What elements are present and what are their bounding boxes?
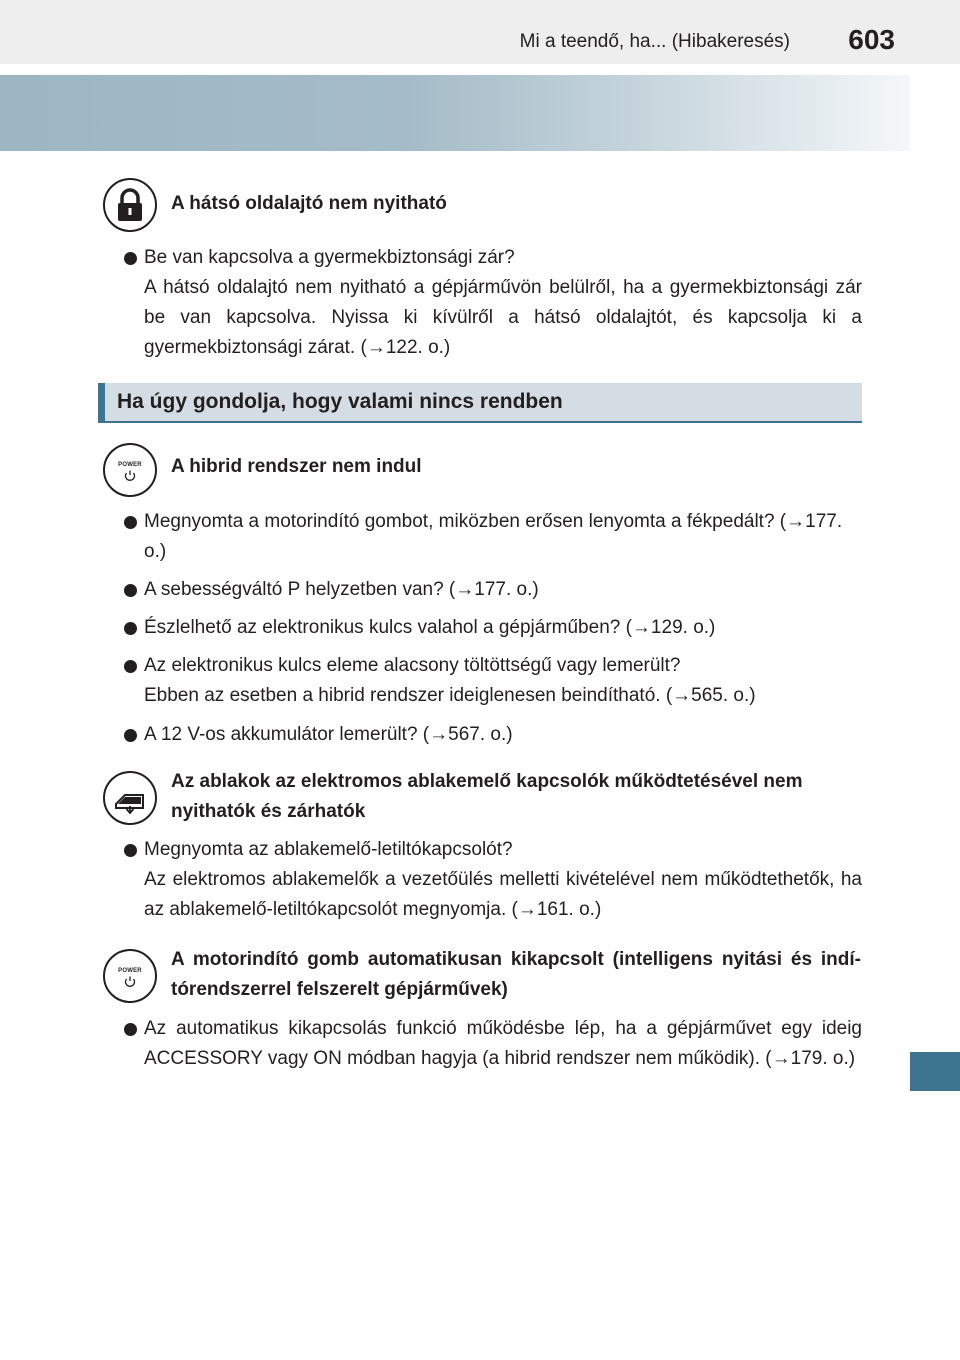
windows-heading: Az ablakok az elektromos ablakemelő kapcsolók működtetésével nem nyithatók és zárhatók	[171, 771, 803, 822]
page-header	[0, 0, 960, 64]
list-item	[124, 613, 862, 643]
bullet-question: A 12 V-os akkumulátor lemerült? (→567. o.)	[144, 724, 513, 745]
engine-switch-heading: A motorindító gomb automatikusan kikapcsolt (intelligens nyitási és indítórendszerrel felszerelt gépjárművek)	[171, 949, 861, 1000]
list-item	[124, 507, 862, 567]
bullet-dot	[124, 516, 137, 529]
bullet-dot	[124, 844, 137, 857]
bullet-question: Be van kapcsolva a gyermekbiztonsági zár?	[144, 247, 515, 268]
chapter-title: Mi a teendő, ha... (Hibakeresés)	[519, 31, 790, 52]
list-item	[124, 243, 862, 363]
list-item	[124, 720, 862, 750]
rear-door-heading: A hátsó oldalajtó nem nyitható	[171, 193, 447, 214]
power-label: POWER	[118, 462, 142, 468]
bullet-dot	[124, 729, 137, 742]
section-title: Ha úgy gondolja, hogy valami nincs rendben	[117, 390, 563, 413]
window-switch-icon	[103, 771, 157, 825]
lock-icon	[103, 178, 157, 232]
list-item	[124, 1014, 862, 1074]
hybrid-heading: A hibrid rendszer nem indul	[171, 456, 422, 477]
power-button-icon	[103, 949, 157, 1003]
decorative-band	[0, 75, 910, 151]
bullet-question: Megnyomta a motorindító gombot, miközben erősen lenyomta a fékpedált? (→177. o.)	[144, 511, 843, 562]
bullet-dot	[124, 1023, 137, 1036]
chapter-tab	[910, 1052, 960, 1091]
section-heading	[98, 383, 862, 423]
power-button-icon	[103, 443, 157, 497]
list-item	[124, 651, 862, 711]
bullet-question: Az automatikus kikapcsolás funkció működésbe lép, ha a gépjárművet egy ideig ACCESSORY vagy ON módban hagyja (a hibrid rendszer nem működik). (→179. o.)	[144, 1018, 862, 1069]
bullet-dot	[124, 252, 137, 265]
bullet-dot	[124, 660, 137, 673]
list-item	[124, 575, 862, 605]
bullet-question: Az elektronikus kulcs eleme alacsony töltöttségű vagy lemerült?	[144, 655, 681, 676]
page-number: 603	[848, 24, 895, 55]
bullet-dot	[124, 584, 137, 597]
bullet-body: Ebben az esetben a hibrid rendszer ideiglenesen beindítható. (→565. o.)	[144, 685, 756, 706]
list-item	[124, 835, 862, 925]
bullet-body: Az elektromos ablakemelők a vezetőülés melletti kivételével nem működtethetők, ha az ablakemelő-letiltókapcsolót megnyomja. (→161. o.)	[144, 869, 862, 920]
bullet-dot	[124, 622, 137, 635]
power-label: POWER	[118, 968, 142, 974]
bullet-question: Észlelhető az elektronikus kulcs valahol a gépjárműben? (→129. o.)	[144, 617, 716, 638]
bullet-question: A sebességváltó P helyzetben van? (→177. o.)	[144, 579, 539, 600]
bullet-body: A hátsó oldalajtó nem nyitható a gépjárművön belülről, ha a gyermekbiztonsági zár be van kapcsolva. Nyissa ki kívülről a hátsó oldalajtót, és kapcsolja ki a gyermekbiztonsági zárat. (→122. o.)	[144, 277, 862, 358]
bullet-question: Megnyomta az ablakemelő-letiltókapcsolót?	[144, 839, 513, 860]
